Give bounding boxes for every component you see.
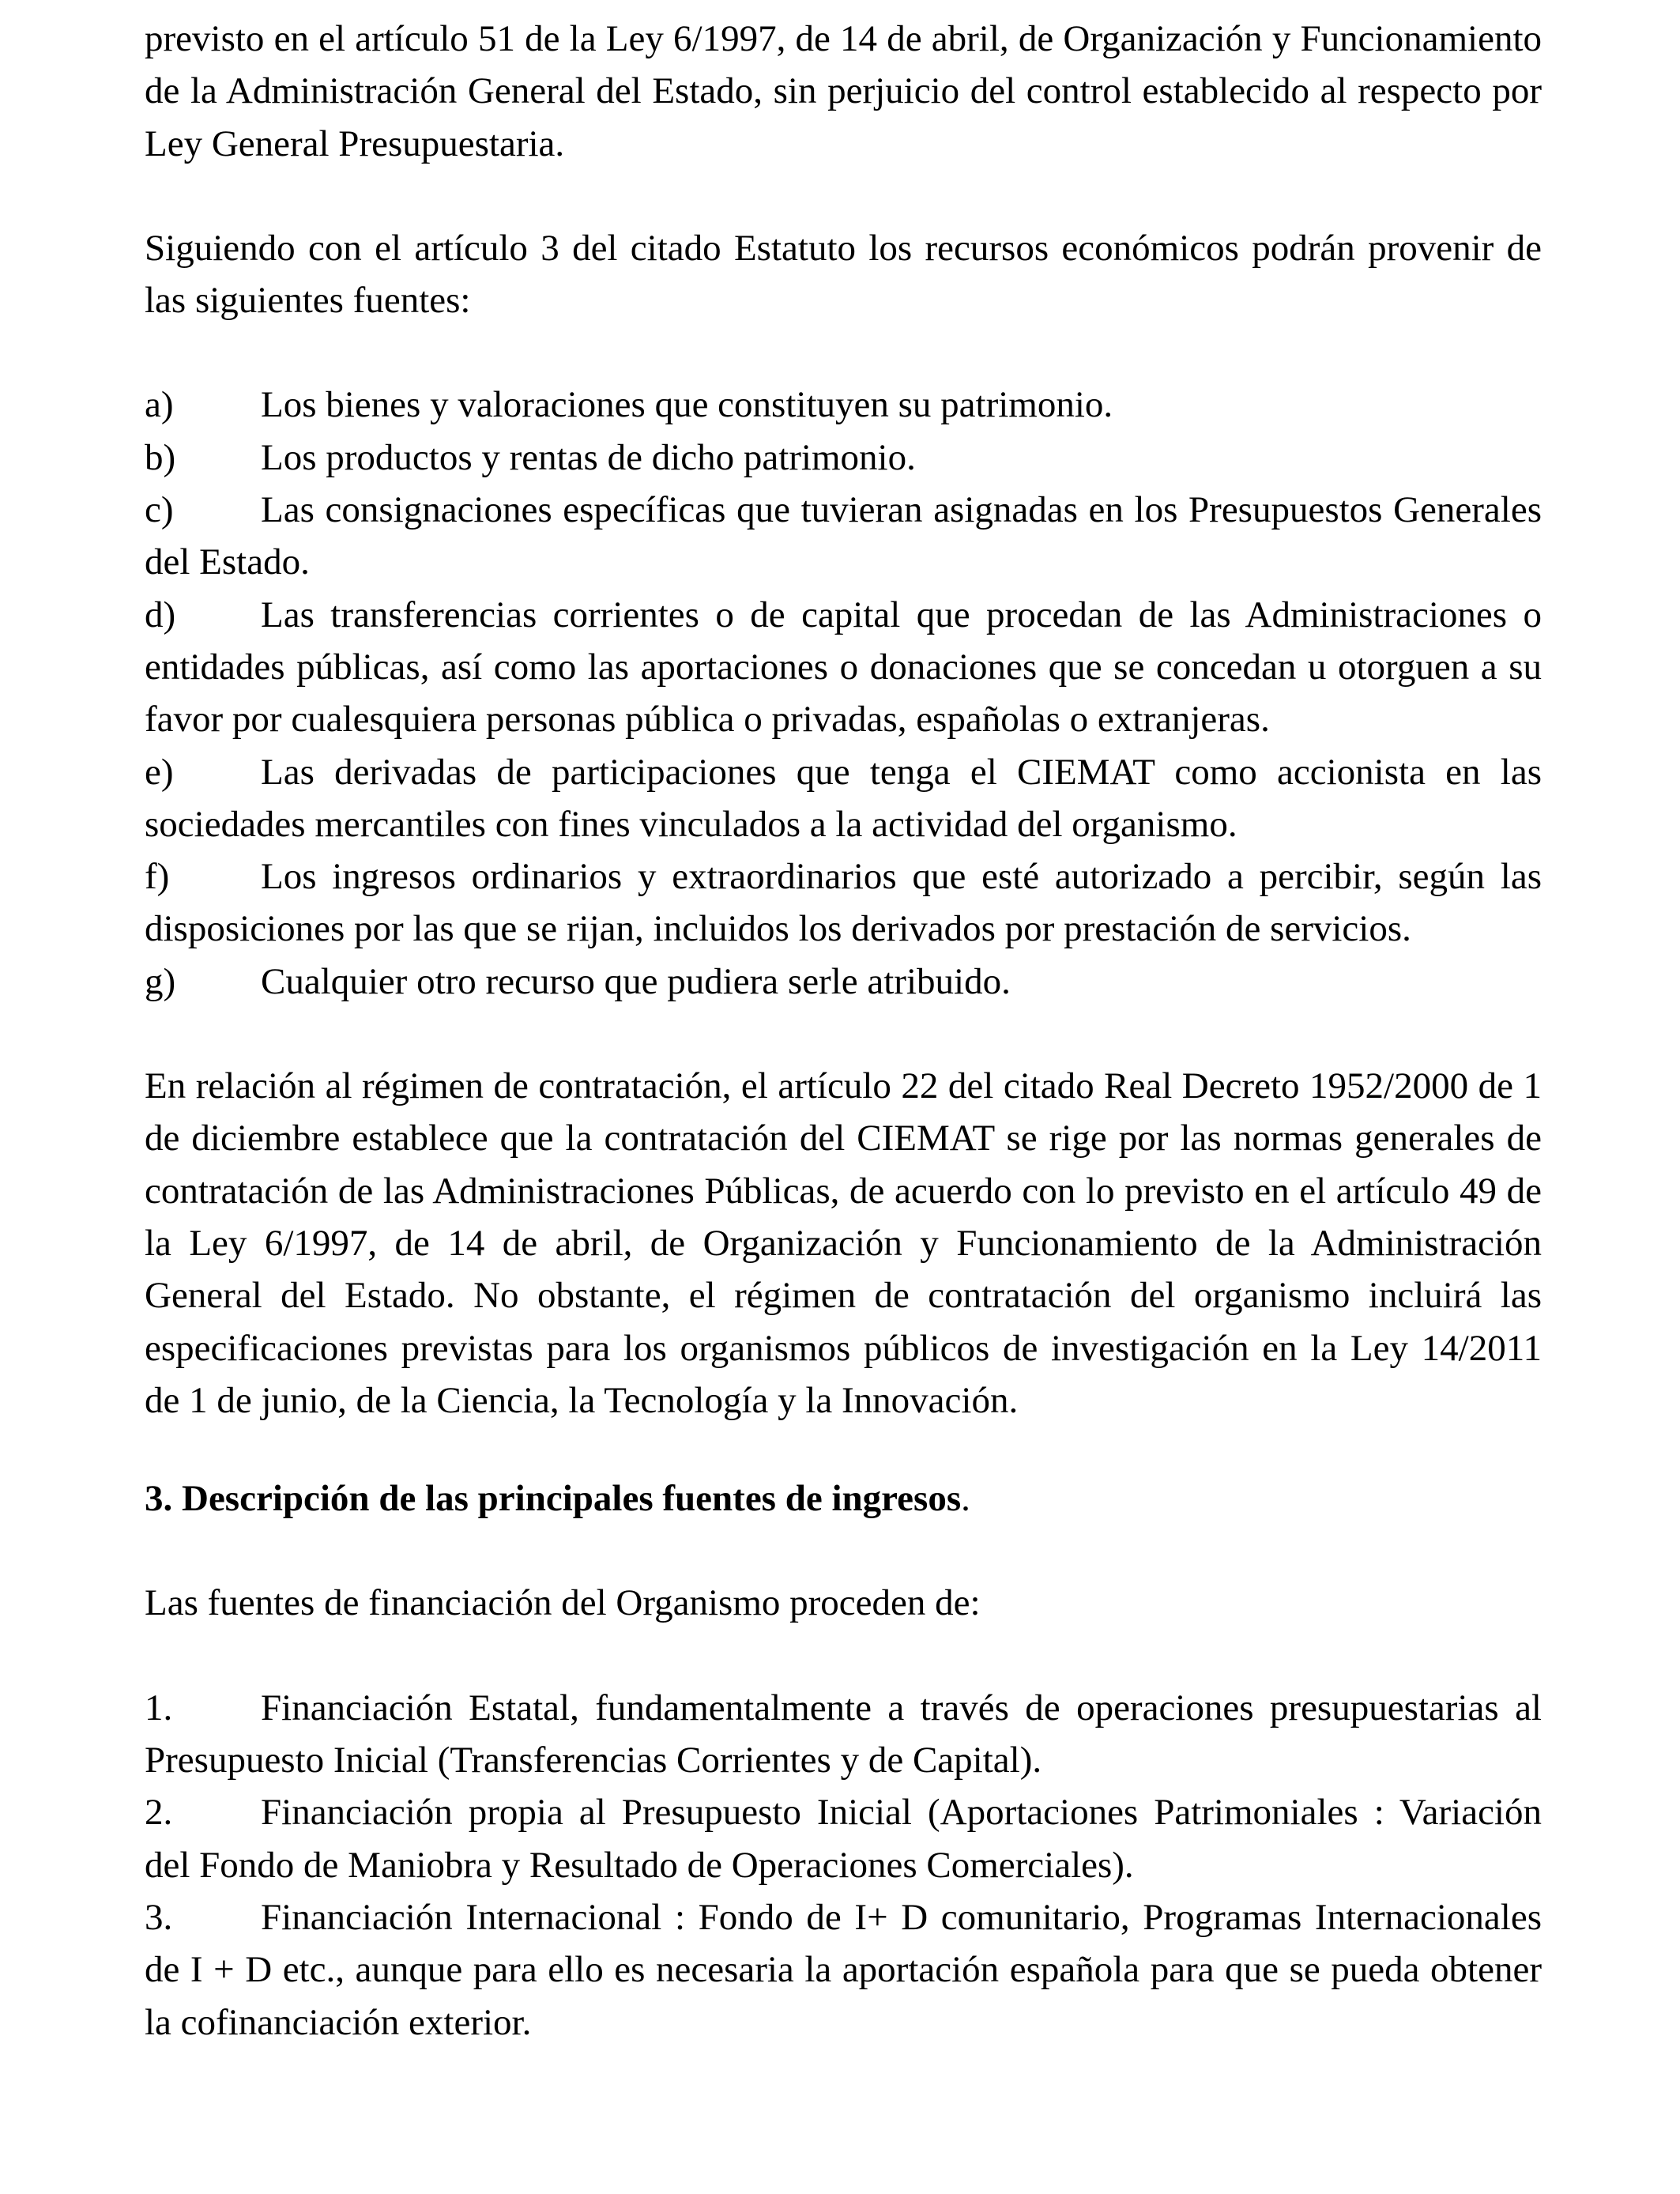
list-item [145, 850, 1542, 956]
section-heading [145, 1472, 1542, 1525]
spacer [145, 326, 1542, 379]
list-item-text: Financiación Internacional : Fondo de I+ D comunitario, Programas Internacionales de I + D etc., aunque para ello es necesaria la aportación española para que se pueda obtener la cofinanciación exterior. [145, 1896, 1542, 2043]
list-item [145, 1786, 1542, 1891]
list-item-text: Cualquier otro recurso que pudiera serle atribuido. [261, 960, 1011, 1002]
list-item [145, 589, 1542, 746]
spacer [145, 1630, 1542, 1682]
paragraph-sources-intro: Siguiendo con el artículo 3 del citado Estatuto los recursos económicos podrán provenir de las siguientes fuentes: [145, 227, 1542, 322]
list-marker: 3. [145, 1896, 173, 1938]
list-item [145, 1891, 1542, 2049]
spacer [145, 1525, 1542, 1577]
list-item-text: Las derivadas de participaciones que tenga el CIEMAT como accionista en las sociedades mercantiles con fines vinculados a la actividad del organismo. [145, 751, 1542, 845]
sources-list [145, 379, 1542, 1008]
list-item-text: Las consignaciones específicas que tuvieran asignadas en los Presupuestos Generales del Estado. [145, 489, 1542, 583]
spacer [145, 1008, 1542, 1060]
list-item [145, 484, 1542, 589]
section-heading-period: . [961, 1478, 970, 1520]
paragraph-continuation: previsto en el artículo 51 de la Ley 6/1997, de 14 de abril, de Organización y Funcionamiento de la Administración General del Estado, sin perjuicio del control establecido al respecto por Ley General Presupuestaria. [145, 18, 1542, 164]
list-marker: d) [145, 594, 176, 635]
paragraph-contracting: En relación al régimen de contratación, el artículo 22 del citado Real Decreto 1952/2000 de 1 de diciembre establece que la contratación del CIEMAT se rige por las normas generales de contratación de las Administraciones Públicas, de acuerdo con lo previsto en el artículo 49 de la Ley 6/1997, de 14 de abril, de Organización y Funcionamiento de la Administración General del Estado. No obstante, el régimen de contratación del organismo incluirá las especificaciones previstas para los organismos públicos de investigación en la Ley 14/2011 de 1 de junio, de la Ciencia, la Tecnología y la Innovación. [145, 1065, 1542, 1421]
list-marker: 1. [145, 1687, 173, 1728]
list-marker: e) [145, 751, 174, 793]
spacer [145, 1427, 1542, 1472]
list-item [145, 1682, 1542, 1787]
list-item-text: Financiación propia al Presupuesto Inicial (Aportaciones Patrimoniales : Variación del Fondo de Maniobra y Resultado de Operaciones Comerciales). [145, 1792, 1542, 1886]
list-item-text: Los productos y rentas de dicho patrimonio. [261, 436, 916, 478]
document-page [145, 13, 1542, 2049]
section-heading-text: 3. Descripción de las principales fuentes de ingresos [145, 1478, 962, 1520]
funding-list [145, 1682, 1542, 2049]
spacer [145, 170, 1542, 222]
list-item [145, 746, 1542, 851]
list-item-text: Financiación Estatal, fundamentalmente a través de operaciones presupuestarias al Presupuesto Inicial (Transferencias Corrientes y de Capital). [145, 1687, 1542, 1781]
list-marker: g) [145, 960, 176, 1002]
list-marker: c) [145, 489, 174, 531]
list-marker: f) [145, 856, 170, 898]
list-item-text: Los bienes y valoraciones que constituyen su patrimonio. [261, 384, 1113, 426]
list-item [145, 379, 1542, 431]
list-marker: 2. [145, 1792, 173, 1834]
list-item [145, 432, 1542, 484]
list-marker: b) [145, 436, 176, 478]
list-item [145, 956, 1542, 1008]
list-item-text: Las transferencias corrientes o de capital que procedan de las Administraciones o entidades públicas, así como las aportaciones o donaciones que se concedan u otorguen a su favor por cualesquiera personas pública o privadas, españolas o extranjeras. [145, 594, 1542, 741]
list-marker: a) [145, 384, 174, 426]
paragraph-funding-intro: Las fuentes de financiación del Organismo proceden de: [145, 1582, 981, 1624]
list-item-text: Los ingresos ordinarios y extraordinarios que esté autorizado a percibir, según las disposiciones por las que se rijan, incluidos los derivados por prestación de servicios. [145, 856, 1542, 950]
